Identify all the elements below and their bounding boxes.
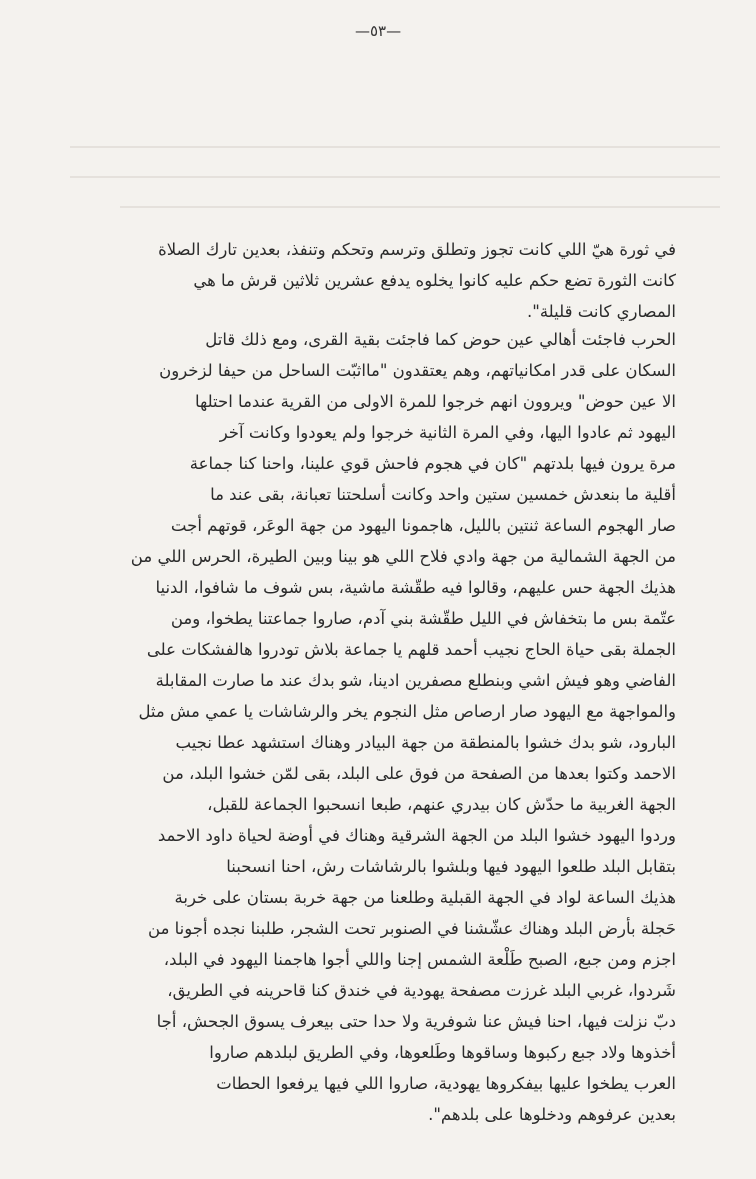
text-line: هذيك الجهة حس عليهم، وقالوا فيه طقّشة ماشية، بس شوف ما شافوا، الدنيا (155, 578, 676, 597)
text-line: من الجهة الشمالية من جهة وادي فلاح اللي هو بينا وبين الطيرة، الحرس اللي من (130, 547, 676, 566)
page-number: —٥٣— (354, 22, 402, 40)
bleed-through-line (70, 176, 720, 178)
text-line: السكان على قدر امكانياتهم، وهم يعتقدون "مااثبّت الساحل من حيفا لزخرون (159, 361, 676, 380)
bleed-through-line (70, 146, 720, 148)
paragraph-2 (86, 324, 676, 1130)
text-line: والمواجهة مع اليهود صار ارصاص مثل النجوم يخر والرشاشات يا عمي مش مثل (138, 702, 676, 721)
text-line: مرة يرون فيها بلدتهم "كان في هجوم فاحش قوي علينا، واحنا كنا جماعة (189, 454, 676, 473)
text-line: الجهة الغربية ما حدّش كان بيدري عنهم، طبعا انسحبوا الجماعة للقبل، (207, 795, 676, 814)
text-line: العرب يطخوا عليها بيفكروها يهودية، صاروا اللي فيها يرفعوا الحطات (216, 1074, 676, 1093)
text-line: البارود، شو بدك خشوا بالمنطقة من جهة البيادر وهناك استشهد عطا نجيب (175, 733, 676, 752)
text-line: الاحمد وكتوا بعدها من الصفحة من فوق على البلد، بقى لمّن خشوا البلد، من (162, 764, 676, 783)
text-line: أخذوها ولاد جبع ركبوها وساقوها وطَلعوها، وفي الطريق لبلدهم صاروا (209, 1043, 676, 1062)
text-line: صار الهجوم الساعة ثنتين بالليل، هاجمونا اليهود من جهة الوعَر، قوتهم أجت (170, 516, 676, 535)
text-line: الا عين حوض" ويروون انهم خرجوا للمرة الاولى من القرية عندما احتلها (194, 392, 676, 411)
bleed-through-line (120, 206, 720, 208)
text-line: اليهود ثم عادوا اليها، وفي المرة الثانية خرجوا ولم يعودوا وكانت آخر (219, 423, 676, 442)
text-line: الحرب فاجئت أهالي عين حوض كما فاجئت بقية القرى، ومع ذلك قاتل (205, 330, 676, 349)
text-line: عتّمة بس ما بتخفاش في الليل طقّشة بني آدم، صاروا جماعتنا يطخوا، ومن (170, 609, 676, 628)
text-line: بتقابل البلد طلعوا اليهود فيها وبلشوا بالرشاشات رش، احنا انسحبنا (226, 857, 676, 876)
paragraph-1 (86, 234, 676, 327)
text-line: دبّ نزلت فيها، احنا فيش عنا شوفرية ولا حدا حتى بيعرف يسوق الجحش، أجا (156, 1012, 676, 1031)
text-line: الفاضي وهو فيش اشي وبنطلع مصفرين ادينا، شو بدك عند ما صارت المقابلة (155, 671, 676, 690)
text-line: بعدين عرفوهم ودخلوها على بلدهم". (428, 1105, 676, 1124)
text-line: كانت الثورة تضع حكم عليه كانوا يخلوه يدفع عشرين ثلاثين قرش ما هي (193, 271, 676, 290)
text-line: أقلية ما بنعدش خمسين ستين واحد وكانت أسلحتنا تعبانة، بقى عند ما (210, 485, 676, 504)
text-line: حَجلة بأرض البلد وهناك عشّشنا في الصنوبر تحت الشجر، طلبنا نجده أجونا من (148, 919, 676, 938)
text-line: اجزم ومن جبع، الصبح طَلْعة الشمس إجنا واللي أجوا هاجمنا اليهود في البلد، (163, 950, 676, 969)
text-line: شَردوا، غربي البلد غرزت مصفحة يهودية في خندق كنا قاحرينه في الطريق، (167, 981, 676, 1000)
text-line: الجملة بقى حياة الحاج نجيب أحمد قلهم يا جماعة بلاش تودروا هالفشكات على (146, 640, 676, 659)
text-line: هذيك الساعة لواد في الجهة القبلية وطلعنا من جهة خربة بستان على خربة (174, 888, 676, 907)
text-line: وردوا اليهود خشوا البلد من الجهة الشرقية وهناك في أوضة لحياة داود الاحمد (157, 826, 676, 845)
text-line: المصاري كانت قليلة". (526, 302, 676, 321)
text-line: في ثورة هيّ اللي كانت تجوز وتطلق وترسم وتحكم وتنفذ، بعدين تارك الصلاة (158, 240, 676, 259)
